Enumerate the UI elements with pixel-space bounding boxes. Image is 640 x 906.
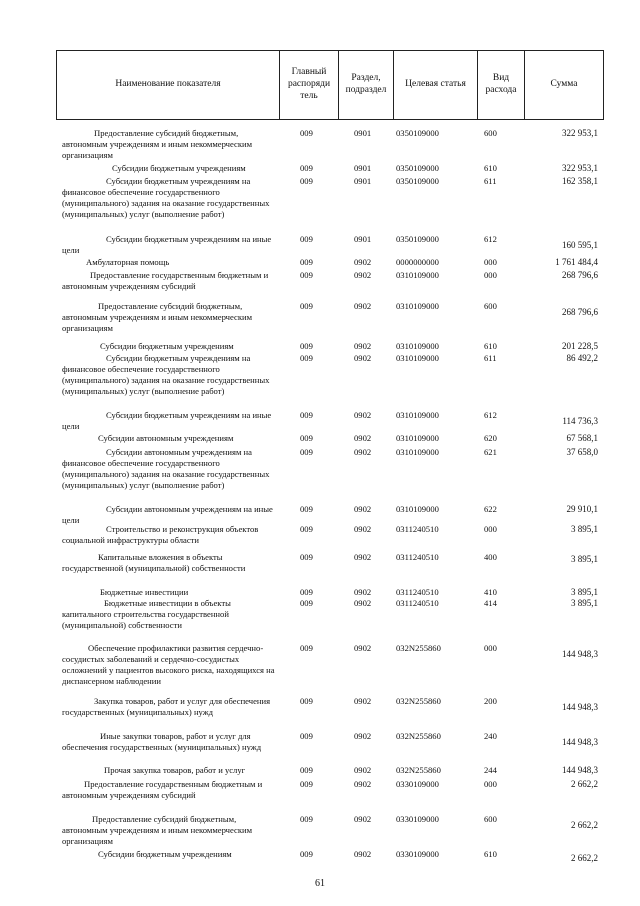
row-main-manager: 009 <box>300 234 313 244</box>
row-expense-type: 610 <box>484 849 497 859</box>
row-expense-type: 410 <box>484 587 497 597</box>
row-sum: 2 662,2 <box>571 820 598 830</box>
row-name: Прочая закупка товаров, работ и услуг <box>104 765 246 775</box>
row-name: Субсидии бюджетным учреждениям на финансовое обеспечение государственного (муниципального) задания на оказание государственных (муниципальных) услуг (выполнение работ) <box>62 353 270 396</box>
row-section: 0901 <box>354 128 372 138</box>
row-sum: 322 953,1 <box>562 163 598 173</box>
row-expense-type: 600 <box>484 301 497 311</box>
row-target-article: 0330109000 <box>396 814 439 824</box>
row-sum: 268 796,6 <box>562 307 598 317</box>
row-name: Субсидии автономным учреждениям на иные цели <box>62 504 273 525</box>
row-name: Субсидии автономным учреждениям на финансовое обеспечение государственного (муниципального) задания на оказание государственных (муниципальных) услуг (выполнение работ) <box>62 447 270 490</box>
header-sum: Сумма <box>524 51 603 119</box>
row-name: Субсидии бюджетным учреждениям <box>100 341 234 351</box>
row-target-article: 032N255860 <box>396 696 441 706</box>
row-main-manager: 009 <box>300 270 313 280</box>
row-name: Субсидии бюджетным учреждениям <box>112 163 246 173</box>
header-section: Раздел, подраздел <box>338 51 393 119</box>
row-target-article: 0310109000 <box>396 504 439 514</box>
row-target-article: 0330109000 <box>396 849 439 859</box>
row-sum: 86 492,2 <box>566 353 598 363</box>
row-expense-type: 610 <box>484 341 497 351</box>
row-section: 0902 <box>354 341 372 351</box>
row-expense-type: 610 <box>484 163 497 173</box>
row-section: 0902 <box>354 587 372 597</box>
row-target-article: 0310109000 <box>396 270 439 280</box>
row-section: 0902 <box>354 731 372 741</box>
row-target-article: 0350109000 <box>396 176 439 186</box>
row-expense-type: 414 <box>484 598 497 608</box>
row-section: 0902 <box>354 643 372 653</box>
row-main-manager: 009 <box>300 257 313 267</box>
row-section: 0902 <box>354 270 372 280</box>
row-section: 0902 <box>354 524 372 534</box>
row-expense-type: 400 <box>484 552 497 562</box>
row-main-manager: 009 <box>300 696 313 706</box>
row-sum: 3 895,1 <box>571 524 598 534</box>
row-main-manager: 009 <box>300 353 313 363</box>
row-target-article: 0310109000 <box>396 433 439 443</box>
row-section: 0902 <box>354 353 372 363</box>
row-main-manager: 009 <box>300 598 313 608</box>
row-main-manager: 009 <box>300 128 313 138</box>
row-name: Бюджетные инвестиции в объекты капитального строительства государственной (муниципальной) собственности <box>62 598 231 630</box>
row-main-manager: 009 <box>300 779 313 789</box>
row-name: Иные закупки товаров, работ и услуг для обеспечения государственных (муниципальных) нужд <box>62 731 262 752</box>
row-section: 0902 <box>354 447 372 457</box>
row-expense-type: 611 <box>484 176 497 186</box>
row-name: Предоставление субсидий бюджетным, автономным учреждениям и иным некоммерческим организациям <box>62 814 253 846</box>
row-sum: 3 895,1 <box>571 587 598 597</box>
row-expense-type: 000 <box>484 524 497 534</box>
row-name: Субсидии автономным учреждениям <box>98 433 234 443</box>
row-name: Предоставление субсидий бюджетным, автономным учреждениям и иным некоммерческим организациям <box>62 128 253 160</box>
row-expense-type: 000 <box>484 643 497 653</box>
row-target-article: 0311240510 <box>396 524 439 534</box>
row-main-manager: 009 <box>300 410 313 420</box>
row-main-manager: 009 <box>300 552 313 562</box>
row-sum: 1 761 484,4 <box>555 257 598 267</box>
header-expense-type: Вид расхода <box>477 51 524 119</box>
row-name: Субсидии бюджетным учреждениям <box>98 849 232 859</box>
row-target-article: 0350109000 <box>396 128 439 138</box>
row-section: 0902 <box>354 301 372 311</box>
row-name: Предоставление государственным бюджетным и автономным учреждениям субсидий <box>62 779 263 800</box>
row-main-manager: 009 <box>300 433 313 443</box>
row-name: Закупка товаров, работ и услуг для обеспечения государственных (муниципальных) нужд <box>62 696 271 717</box>
row-target-article: 0310109000 <box>396 341 439 351</box>
row-section: 0901 <box>354 234 372 244</box>
row-expense-type: 622 <box>484 504 497 514</box>
row-expense-type: 000 <box>484 257 497 267</box>
row-section: 0902 <box>354 779 372 789</box>
row-target-article: 0350109000 <box>396 163 439 173</box>
row-main-manager: 009 <box>300 643 313 653</box>
row-target-article: 0330109000 <box>396 779 439 789</box>
row-name: Предоставление субсидий бюджетным, автономным учреждениям и иным некоммерческим организациям <box>62 301 253 333</box>
row-expense-type: 000 <box>484 270 497 280</box>
row-section: 0902 <box>354 765 372 775</box>
row-sum: 3 895,1 <box>571 554 598 564</box>
row-section: 0902 <box>354 598 372 608</box>
row-main-manager: 009 <box>300 301 313 311</box>
row-sum: 114 736,3 <box>562 416 598 426</box>
row-target-article: 0350109000 <box>396 234 439 244</box>
header-name: Наименование показателя <box>115 79 221 90</box>
row-section: 0901 <box>354 163 372 173</box>
header-target-article: Целевая статья <box>393 51 477 119</box>
row-sum: 162 358,1 <box>562 176 598 186</box>
row-main-manager: 009 <box>300 447 313 457</box>
row-target-article: 0310109000 <box>396 410 439 420</box>
row-name: Строительство и реконструкция объектов социальной инфраструктуры области <box>62 524 259 545</box>
row-sum: 2 662,2 <box>571 779 598 789</box>
row-name: Субсидии бюджетным учреждениям на иные цели <box>62 234 272 255</box>
row-section: 0901 <box>354 176 372 186</box>
row-name: Субсидии бюджетным учреждениям на иные цели <box>62 410 272 431</box>
row-expense-type: 200 <box>484 696 497 706</box>
row-target-article: 0310109000 <box>396 447 439 457</box>
row-target-article: 0310109000 <box>396 301 439 311</box>
row-sum: 37 658,0 <box>566 447 598 457</box>
row-sum: 2 662,2 <box>571 853 598 863</box>
row-sum: 144 948,3 <box>562 702 598 712</box>
header-main-manager: Главный распоряди тель <box>279 51 338 119</box>
row-target-article: 032N255860 <box>396 731 441 741</box>
row-target-article: 0311240510 <box>396 552 439 562</box>
row-sum: 160 595,1 <box>562 240 598 250</box>
row-target-article: 032N255860 <box>396 643 441 653</box>
row-main-manager: 009 <box>300 176 313 186</box>
row-name: Субсидии бюджетным учреждениям на финансовое обеспечение государственного (муниципального) задания на оказание государственных (муниципальных) услуг (выполнение работ) <box>62 176 270 219</box>
row-section: 0902 <box>354 433 372 443</box>
row-main-manager: 009 <box>300 341 313 351</box>
row-sum: 144 948,3 <box>562 649 598 659</box>
row-name: Амбулаторная помощь <box>86 257 170 267</box>
row-target-article: 0311240510 <box>396 587 439 597</box>
row-main-manager: 009 <box>300 587 313 597</box>
row-expense-type: 600 <box>484 128 497 138</box>
row-main-manager: 009 <box>300 524 313 534</box>
row-expense-type: 244 <box>484 765 497 775</box>
row-sum: 144 948,3 <box>562 737 598 747</box>
row-section: 0902 <box>354 849 372 859</box>
row-expense-type: 000 <box>484 779 497 789</box>
row-sum: 67 568,1 <box>566 433 598 443</box>
row-expense-type: 612 <box>484 410 497 420</box>
row-main-manager: 009 <box>300 163 313 173</box>
row-expense-type: 600 <box>484 814 497 824</box>
row-sum: 29 910,1 <box>566 504 598 514</box>
row-sum: 268 796,6 <box>562 270 598 280</box>
row-main-manager: 009 <box>300 765 313 775</box>
row-section: 0902 <box>354 552 372 562</box>
row-expense-type: 612 <box>484 234 497 244</box>
row-name: Обеспечение профилактики развития сердечно-сосудистых заболеваний и сердечно-сосудистых осложнений у пациентов высокого риска, находящихся на диспансерном наблюдении <box>62 643 275 686</box>
row-section: 0902 <box>354 410 372 420</box>
row-section: 0902 <box>354 504 372 514</box>
page-number: 61 <box>315 878 325 889</box>
row-sum: 322 953,1 <box>562 128 598 138</box>
row-name: Капитальные вложения в объекты государственной (муниципальной) собственности <box>62 552 246 573</box>
row-sum: 144 948,3 <box>562 765 598 775</box>
row-expense-type: 611 <box>484 353 497 363</box>
row-main-manager: 009 <box>300 849 313 859</box>
row-expense-type: 620 <box>484 433 497 443</box>
row-section: 0902 <box>354 696 372 706</box>
row-target-article: 032N255860 <box>396 765 441 775</box>
row-main-manager: 009 <box>300 731 313 741</box>
row-main-manager: 009 <box>300 504 313 514</box>
row-target-article: 0311240510 <box>396 598 439 608</box>
row-target-article: 0310109000 <box>396 353 439 363</box>
row-expense-type: 621 <box>484 447 497 457</box>
row-main-manager: 009 <box>300 814 313 824</box>
row-name: Бюджетные инвестиции <box>100 587 189 597</box>
row-name: Предоставление государственным бюджетным и автономным учреждениям субсидий <box>62 270 269 291</box>
row-expense-type: 240 <box>484 731 497 741</box>
row-section: 0902 <box>354 814 372 824</box>
row-section: 0902 <box>354 257 372 267</box>
row-sum: 201 228,5 <box>562 341 598 351</box>
row-sum: 3 895,1 <box>571 598 598 608</box>
row-target-article: 0000000000 <box>396 257 439 267</box>
